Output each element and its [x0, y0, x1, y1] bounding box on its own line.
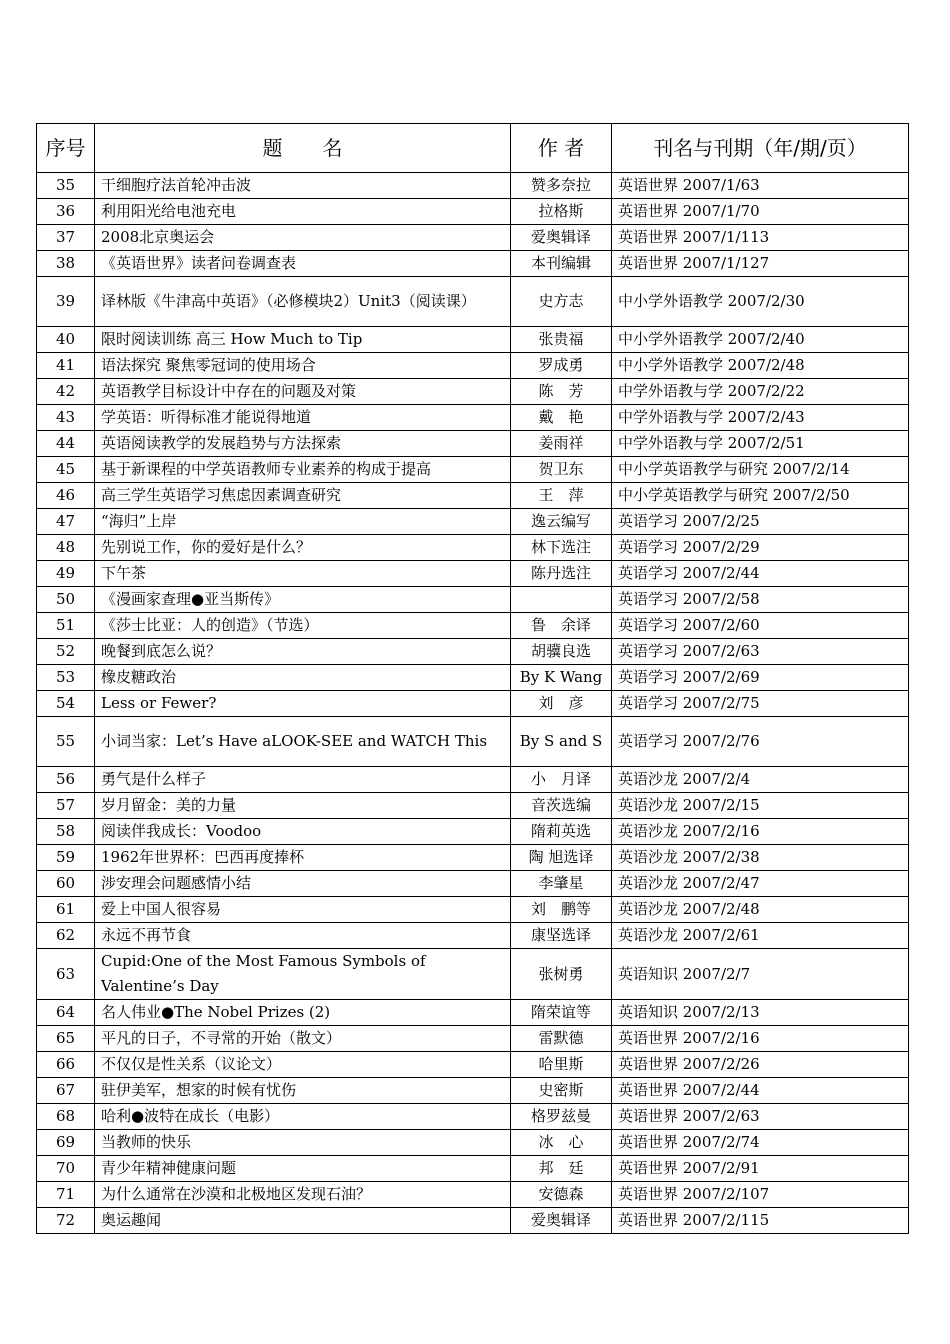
table-row: [37, 535, 909, 561]
row-source: 英语学习 2007/2/44: [612, 561, 909, 587]
table-row: [37, 845, 909, 871]
row-author: 安德森: [511, 1182, 612, 1208]
row-author: 陈丹选注: [511, 561, 612, 587]
row-title: 限时阅读训练 高三 How Much to Tip: [95, 327, 511, 353]
row-number: 69: [37, 1130, 95, 1156]
row-source: 英语世界 2007/2/44: [612, 1078, 909, 1104]
row-author: 爱奥辑译: [511, 1208, 612, 1234]
row-number: 36: [37, 199, 95, 225]
row-source: 中小学英语教学与研究 2007/2/50: [612, 483, 909, 509]
row-author: 小 月译: [511, 767, 612, 793]
row-author: 本刊编辑: [511, 251, 612, 277]
table-row: [37, 457, 909, 483]
row-source: 中学外语教与学 2007/2/51: [612, 431, 909, 457]
row-number: 54: [37, 691, 95, 717]
table-row: [37, 327, 909, 353]
table-row: [37, 509, 909, 535]
row-author: 陶 旭选译: [511, 845, 612, 871]
row-title: 利用阳光给电池充电: [95, 199, 511, 225]
table-row: [37, 277, 909, 327]
row-number: 39: [37, 277, 95, 327]
table-row: [37, 1130, 909, 1156]
table-row: [37, 353, 909, 379]
table-row: [37, 767, 909, 793]
row-title: 学英语：听得标准才能说得地道: [95, 405, 511, 431]
row-author: 史方志: [511, 277, 612, 327]
table-row: [37, 923, 909, 949]
table-row: [37, 1026, 909, 1052]
row-number: 43: [37, 405, 95, 431]
row-number: 55: [37, 717, 95, 767]
row-title: 小词当家：Let’s Have aLOOK-SEE and WATCH This: [95, 717, 511, 767]
row-author: 罗成勇: [511, 353, 612, 379]
row-source: 英语沙龙 2007/2/38: [612, 845, 909, 871]
row-title: 高三学生英语学习焦虑因素调查研究: [95, 483, 511, 509]
table-row: [37, 561, 909, 587]
row-source: 英语世界 2007/2/16: [612, 1026, 909, 1052]
row-title: 《莎士比亚：人的创造》（节选）: [95, 613, 511, 639]
row-title: 干细胞疗法首轮冲击波: [95, 173, 511, 199]
row-title: 英语阅读教学的发展趋势与方法探索: [95, 431, 511, 457]
row-number: 44: [37, 431, 95, 457]
row-number: 72: [37, 1208, 95, 1234]
row-title: 涉安理会问题感情小结: [95, 871, 511, 897]
row-title: 永远不再节食: [95, 923, 511, 949]
row-number: 63: [37, 949, 95, 1000]
row-source: 英语世界 2007/1/70: [612, 199, 909, 225]
table-row: [37, 639, 909, 665]
row-author: 鲁 余译: [511, 613, 612, 639]
table-row: [37, 897, 909, 923]
row-title: 勇气是什么样子: [95, 767, 511, 793]
row-number: 49: [37, 561, 95, 587]
row-source: 英语学习 2007/2/58: [612, 587, 909, 613]
row-source: 英语沙龙 2007/2/15: [612, 793, 909, 819]
row-number: 46: [37, 483, 95, 509]
row-number: 62: [37, 923, 95, 949]
table-row: [37, 173, 909, 199]
row-title: 先别说工作，你的爱好是什么？: [95, 535, 511, 561]
table-row: [37, 793, 909, 819]
row-author: 张树勇: [511, 949, 612, 1000]
table-row: [37, 1104, 909, 1130]
header-author: 作 者: [511, 124, 612, 173]
row-author: 隋荣谊等: [511, 1000, 612, 1026]
row-title: 《漫画家查理●亚当斯传》: [95, 587, 511, 613]
row-source: 英语世界 2007/1/63: [612, 173, 909, 199]
row-source: 英语世界 2007/1/113: [612, 225, 909, 251]
row-author: By K Wang: [511, 665, 612, 691]
row-author: 王 萍: [511, 483, 612, 509]
row-source: 中小学外语教学 2007/2/40: [612, 327, 909, 353]
row-number: 48: [37, 535, 95, 561]
row-author: 史密斯: [511, 1078, 612, 1104]
bibliography-table: [36, 123, 909, 1234]
row-source: 英语学习 2007/2/75: [612, 691, 909, 717]
row-source: 英语知识 2007/2/7: [612, 949, 909, 1000]
row-author: 张贵福: [511, 327, 612, 353]
row-source: 英语学习 2007/2/76: [612, 717, 909, 767]
row-source: 英语沙龙 2007/2/48: [612, 897, 909, 923]
row-source: 中学外语教与学 2007/2/22: [612, 379, 909, 405]
table-row: [37, 1208, 909, 1234]
table-row: [37, 949, 909, 1000]
row-number: 57: [37, 793, 95, 819]
row-author: 音茨选编: [511, 793, 612, 819]
row-source: 英语世界 2007/1/127: [612, 251, 909, 277]
row-source: 中小学英语教学与研究 2007/2/14: [612, 457, 909, 483]
row-number: 58: [37, 819, 95, 845]
row-author: [511, 587, 612, 613]
row-number: 64: [37, 1000, 95, 1026]
row-source: 中学外语教与学 2007/2/43: [612, 405, 909, 431]
row-author: 贺卫东: [511, 457, 612, 483]
row-source: 英语学习 2007/2/60: [612, 613, 909, 639]
row-author: 雷默德: [511, 1026, 612, 1052]
row-author: 陈 芳: [511, 379, 612, 405]
row-title: 橡皮糖政治: [95, 665, 511, 691]
table-row: [37, 225, 909, 251]
row-number: 50: [37, 587, 95, 613]
row-author: 邦 廷: [511, 1156, 612, 1182]
row-author: 哈里斯: [511, 1052, 612, 1078]
row-title: 1962年世界杯：巴西再度捧杯: [95, 845, 511, 871]
row-number: 65: [37, 1026, 95, 1052]
row-title: 英语教学目标设计中存在的问题及对策: [95, 379, 511, 405]
row-author: 林下选注: [511, 535, 612, 561]
row-author: 逸云编写: [511, 509, 612, 535]
row-title: 下午茶: [95, 561, 511, 587]
row-source: 英语世界 2007/2/63: [612, 1104, 909, 1130]
row-source: 英语知识 2007/2/13: [612, 1000, 909, 1026]
row-title: 为什么通常在沙漠和北极地区发现石油？: [95, 1182, 511, 1208]
table-row: [37, 199, 909, 225]
row-title: 语法探究 聚焦零冠词的使用场合: [95, 353, 511, 379]
row-source: 英语世界 2007/2/115: [612, 1208, 909, 1234]
row-source: 中小学外语教学 2007/2/30: [612, 277, 909, 327]
table-row: [37, 405, 909, 431]
row-author: 刘 鹏等: [511, 897, 612, 923]
row-source: 英语学习 2007/2/63: [612, 639, 909, 665]
row-title: 晚餐到底怎么说？: [95, 639, 511, 665]
row-author: 格罗兹曼: [511, 1104, 612, 1130]
row-source: 英语世界 2007/2/107: [612, 1182, 909, 1208]
header-number: 序号: [37, 124, 95, 173]
row-number: 66: [37, 1052, 95, 1078]
table-row: [37, 1156, 909, 1182]
row-source: 英语世界 2007/2/91: [612, 1156, 909, 1182]
table-row: [37, 1078, 909, 1104]
row-source: 英语沙龙 2007/2/47: [612, 871, 909, 897]
row-author: 李肇星: [511, 871, 612, 897]
row-author: 冰 心: [511, 1130, 612, 1156]
row-title: 基于新课程的中学英语教师专业素养的构成于提高: [95, 457, 511, 483]
table-row: [37, 665, 909, 691]
row-title: 驻伊美军，想家的时候有忧伤: [95, 1078, 511, 1104]
row-number: 67: [37, 1078, 95, 1104]
table-row: [37, 1182, 909, 1208]
row-title: 平凡的日子，不寻常的开始（散文）: [95, 1026, 511, 1052]
header-row: [37, 124, 909, 173]
row-number: 70: [37, 1156, 95, 1182]
table-row: [37, 251, 909, 277]
row-title: 阅读伴我成长：Voodoo: [95, 819, 511, 845]
row-title: 岁月留金：美的力量: [95, 793, 511, 819]
row-author: By S and S: [511, 717, 612, 767]
row-number: 38: [37, 251, 95, 277]
row-title: Cupid:One of the Most Famous Symbols of Valentine’s Day: [95, 949, 511, 1000]
row-source: 英语沙龙 2007/2/61: [612, 923, 909, 949]
row-number: 35: [37, 173, 95, 199]
row-author: 康坚选译: [511, 923, 612, 949]
row-author: 隋莉英选: [511, 819, 612, 845]
row-title: 2008北京奥运会: [95, 225, 511, 251]
row-source: 英语沙龙 2007/2/16: [612, 819, 909, 845]
row-source: 英语学习 2007/2/69: [612, 665, 909, 691]
row-title: 不仅仅是性关系（议论文）: [95, 1052, 511, 1078]
row-title: 译林版《牛津高中英语》（必修模块2）Unit3（阅读课）: [95, 277, 511, 327]
row-title: 哈利●波特在成长（电影）: [95, 1104, 511, 1130]
row-author: 爱奥辑译: [511, 225, 612, 251]
row-title: 当教师的快乐: [95, 1130, 511, 1156]
header-title: 题 名: [95, 124, 511, 173]
row-source: 英语学习 2007/2/29: [612, 535, 909, 561]
table-row: [37, 819, 909, 845]
row-author: 拉格斯: [511, 199, 612, 225]
row-number: 47: [37, 509, 95, 535]
row-number: 53: [37, 665, 95, 691]
row-author: 胡骥良选: [511, 639, 612, 665]
row-number: 59: [37, 845, 95, 871]
table-row: [37, 483, 909, 509]
row-number: 60: [37, 871, 95, 897]
row-author: 刘 彦: [511, 691, 612, 717]
row-source: 英语学习 2007/2/25: [612, 509, 909, 535]
row-number: 41: [37, 353, 95, 379]
row-title: Less or Fewer?: [95, 691, 511, 717]
row-author: 戴 艳: [511, 405, 612, 431]
table-row: [37, 1052, 909, 1078]
row-source: 英语沙龙 2007/2/4: [612, 767, 909, 793]
table-body: [37, 173, 909, 1234]
row-number: 40: [37, 327, 95, 353]
row-title: “海归”上岸: [95, 509, 511, 535]
row-number: 61: [37, 897, 95, 923]
row-number: 42: [37, 379, 95, 405]
row-source: 中小学外语教学 2007/2/48: [612, 353, 909, 379]
table-row: [37, 379, 909, 405]
row-title: 名人伟业●The Nobel Prizes (2): [95, 1000, 511, 1026]
row-number: 45: [37, 457, 95, 483]
row-number: 52: [37, 639, 95, 665]
row-source: 英语世界 2007/2/26: [612, 1052, 909, 1078]
row-author: 姜雨祥: [511, 431, 612, 457]
header-source: 刊名与刊期（年/期/页）: [612, 124, 909, 173]
row-number: 37: [37, 225, 95, 251]
table-row: [37, 871, 909, 897]
table-row: [37, 691, 909, 717]
table-row: [37, 431, 909, 457]
table-row: [37, 1000, 909, 1026]
table-row: [37, 587, 909, 613]
row-source: 英语世界 2007/2/74: [612, 1130, 909, 1156]
row-title: 《英语世界》读者问卷调查表: [95, 251, 511, 277]
table-row: [37, 613, 909, 639]
row-number: 71: [37, 1182, 95, 1208]
row-title: 奥运趣闻: [95, 1208, 511, 1234]
table-row: [37, 717, 909, 767]
row-title: 爱上中国人很容易: [95, 897, 511, 923]
row-number: 68: [37, 1104, 95, 1130]
row-number: 51: [37, 613, 95, 639]
row-title: 青少年精神健康问题: [95, 1156, 511, 1182]
row-author: 赞多奈拉: [511, 173, 612, 199]
row-number: 56: [37, 767, 95, 793]
